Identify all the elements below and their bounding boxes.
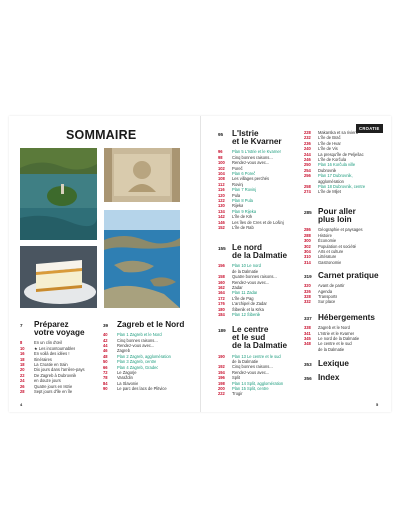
toc-entry-page: 142	[218, 214, 225, 220]
toc-section-lexique	[304, 360, 384, 371]
toc-entry-page: 96	[218, 149, 223, 155]
toc-entry-page: 116	[218, 187, 225, 193]
toc-entry-page: 244	[304, 151, 311, 157]
toc-entry-page: 120	[218, 192, 225, 198]
section-title: Index	[318, 373, 340, 382]
section-title: votre voyage	[34, 328, 85, 338]
section-title: plus loin	[318, 215, 352, 225]
photo-roman-relief	[104, 148, 180, 202]
toc-entry-page: 158	[218, 274, 225, 280]
toc-entry-label: de la Dalmatie	[232, 268, 259, 274]
toc-entry-page: 40	[103, 332, 108, 338]
toc-entry-label: en douze jours	[34, 378, 61, 384]
toc-entry-page: 198	[218, 380, 225, 386]
toc-entry-label: Les îles de Cres et de Lošinj	[232, 219, 284, 225]
toc-entry	[304, 189, 384, 194]
toc-entry-page: 190	[218, 353, 225, 359]
toc-entry-page: 326	[304, 288, 311, 294]
toc-entry-label: Zagreb	[117, 348, 130, 354]
toc-entry-page: 200	[218, 386, 225, 392]
toc-section-hebergements	[304, 314, 384, 352]
section-title: Hébergements	[318, 313, 375, 322]
toc-entry-label: Rendez-vous avec...	[117, 343, 155, 349]
section-number: 7	[20, 323, 23, 328]
toc-entry-label: Rendez-vous avec...	[232, 160, 270, 166]
toc-entry-page: 172	[218, 295, 225, 301]
toc-entry-page: 28	[20, 389, 25, 395]
star-icon: ★	[34, 345, 39, 351]
toc-entry-label: La Croatie en train	[34, 362, 68, 368]
toc-entry-label: La presqu'île de Pelješac	[318, 151, 364, 157]
toc-entry-page: 341	[304, 330, 311, 336]
toc-entry-page: 222	[218, 391, 225, 397]
toc-entry-page: 122	[218, 198, 225, 204]
section-title: Carnet pratique	[318, 271, 379, 280]
section-title: et le sud	[232, 333, 266, 343]
toc-entry-label: L'archipel de Zadar	[232, 301, 267, 307]
section-number: 39	[103, 323, 109, 328]
toc-entry-label: Plan 9 Rijeka	[232, 208, 257, 214]
toc-entry-page: 236	[304, 140, 311, 146]
toc-entry-page: 304	[304, 249, 311, 255]
toc-entry-page: 66	[103, 364, 108, 370]
toc-entry	[304, 347, 384, 352]
toc-entry-page: 338	[304, 325, 311, 331]
toc-entry-label: Makarska et sa riviera	[318, 130, 359, 135]
toc-entry-label: de la Dalmatie	[232, 359, 259, 365]
toc-entry-label: Dubrovnik	[318, 167, 337, 173]
toc-entry-label: Plan 8 Pula	[232, 198, 253, 204]
toc-entry-label: Histoire	[318, 232, 332, 238]
toc-entry-page: 184	[218, 312, 225, 318]
toc-entry-label: Dix jours dans l'arrière-pays	[34, 367, 85, 373]
section-number: 285	[304, 210, 312, 215]
section-title: Préparez	[34, 320, 69, 329]
toc-entry-page: 22	[20, 372, 25, 378]
toc-entry-page: 228	[304, 130, 311, 135]
toc-entry-label: Rovinj	[232, 181, 244, 187]
toc-entry-label: Le centre et le sud	[318, 341, 352, 347]
toc-entry	[103, 386, 188, 391]
toc-entry-page: 18	[20, 356, 25, 362]
toc-entry-page: 348	[304, 341, 311, 347]
toc-entry-label: Split	[232, 375, 240, 381]
toc-entry-page: 26	[20, 383, 25, 389]
toc-entry-page: 42	[103, 337, 108, 343]
toc-entry	[20, 389, 95, 394]
toc-entry-label: Sept jours d'île en île	[34, 389, 73, 395]
toc-entry-label: De Zagreb à Dubrovnik	[34, 372, 77, 378]
section-title: Zagreb et le Nord	[117, 320, 185, 329]
toc-entry-label: Zagreb et le Nord	[318, 325, 350, 331]
toc-entry-page: 300	[304, 238, 311, 244]
toc-entry-label: Pula	[232, 192, 241, 198]
toc-entry-label: L'île de Krk	[232, 214, 253, 220]
section-number: 337	[304, 316, 312, 321]
toc-entry-label: Rendez-vous avec...	[232, 369, 270, 375]
toc-entry-page: 258	[304, 184, 311, 190]
toc-entry-label: Plan 6 Poreč	[232, 171, 256, 177]
toc-entry-page: 152	[218, 225, 225, 231]
toc-entry-page: 130	[218, 203, 225, 209]
toc-entry-label: Avant de partir	[318, 283, 345, 289]
toc-entry-label: L'île de Mljet	[318, 189, 341, 195]
toc-entry-page: 250	[304, 162, 311, 168]
toc-entry-label: Plan 18 Dubrovnik, centre	[318, 184, 366, 190]
toc-entry-label: Plan 13 Le centre et le sud	[232, 353, 281, 359]
toc-section-istrie	[218, 130, 298, 231]
toc-entry-label: Littérature	[318, 254, 337, 260]
section-number: 95	[218, 132, 224, 137]
toc-entry-label: Plan 1 Zagreb et le Nord	[117, 332, 162, 338]
toc-entry-page: 24	[20, 378, 25, 384]
toc-entry-label: En voilà des idées !	[34, 351, 70, 357]
section-title: de la Dalmatie	[232, 251, 288, 261]
toc-entry-page: 50	[103, 359, 108, 365]
page-number-left: 4	[20, 402, 23, 407]
toc-entry-page: 134	[218, 208, 225, 214]
toc-entry-page: 164	[218, 290, 225, 296]
toc-entry-label: L'île de Rab	[232, 225, 254, 231]
toc-entry-page: 274	[304, 189, 311, 195]
toc-entry-label: de la Dalmatie	[318, 346, 345, 352]
photo-kornati-islands	[104, 210, 180, 308]
toc-entry-label: Rendez-vous avec...	[232, 279, 270, 285]
toc-entry-label: Plan 4 Zagreb, Gradec	[117, 364, 159, 370]
photo-cream-cake	[20, 246, 97, 308]
toc-entry-label: L'île de Brač	[318, 135, 341, 141]
toc-entry-page: 90	[103, 386, 108, 392]
country-tag: CROATIE	[356, 124, 383, 133]
toc-entry-page: 44	[103, 343, 108, 349]
toc-entry-page: 18	[20, 362, 25, 368]
toc-entry-label: agglomération	[318, 178, 344, 184]
toc-entry-page: 48	[103, 353, 108, 359]
section-title: Pour aller	[318, 207, 356, 216]
toc-section-index	[304, 374, 384, 385]
toc-entry-page: 98	[218, 154, 223, 160]
toc-entry-page: 288	[304, 232, 311, 238]
toc-entry-page	[304, 347, 318, 352]
toc-entry-label: Plan 7 Rovinj	[232, 187, 257, 193]
toc-entry-page: 240	[304, 146, 311, 152]
toc-entry-page: 100	[218, 160, 225, 166]
section-title: L'Istrie	[232, 129, 259, 138]
page-number-right: 5	[376, 402, 379, 407]
toc-entry-label: Plan 10 Le nord	[232, 263, 261, 269]
toc-entry-page: 78	[103, 375, 108, 381]
toc-entry-page: 46	[103, 348, 108, 354]
toc-entry-page: 108	[218, 176, 225, 182]
toc-entry	[304, 260, 384, 265]
section-number: 356	[304, 376, 312, 381]
toc-entry-label: Arts et culture	[318, 249, 344, 255]
toc-entry-page: 84	[103, 380, 108, 386]
toc-entry-label: Économie	[318, 238, 337, 244]
toc-entry-page: 176	[218, 301, 225, 307]
toc-entry-page: 16	[20, 351, 25, 357]
toc-entry-label: Plan 5 L'Istrie et le Kvarner	[232, 149, 282, 155]
toc-entry-label: Sur place	[318, 299, 336, 305]
toc-entry-page: 320	[304, 283, 311, 289]
toc-entry-page: 194	[218, 369, 225, 375]
section-number: 189	[218, 328, 226, 333]
toc-entry-page: 146	[218, 219, 225, 225]
toc-entry-page: 345	[304, 336, 311, 342]
page-gutter	[200, 116, 201, 412]
toc-entry-label: L'île de Hvar	[318, 140, 341, 146]
toc-entry-label: Cinq bonnes raisons...	[232, 364, 273, 370]
toc-entry-page: 246	[304, 157, 311, 163]
toc-entry-page: 102	[218, 165, 225, 171]
section-title: de la Dalmatie	[232, 341, 288, 351]
toc-entry-label: Plan 16 Korčula ville	[318, 162, 356, 168]
toc-entry-label: L'Istrie et le Kvarner	[318, 330, 355, 336]
toc-entry-page: 286	[304, 227, 311, 233]
toc-entry-label: Itinéraires	[34, 356, 52, 362]
sommaire-title: SOMMAIRE	[66, 128, 137, 142]
toc-entry-label: Plan 14 Split, agglomération	[232, 380, 284, 386]
toc-entry-page: 156	[218, 263, 225, 269]
toc-entry-label: Population et société	[318, 243, 357, 249]
section-title: Lexique	[318, 359, 349, 368]
toc-entry-label: Plan 3 Zagreb, centre	[117, 359, 157, 365]
toc-entry-label: Quatre jours en Istrie	[34, 383, 73, 389]
toc-entry-label: Plan 15 Split, centre	[232, 386, 269, 392]
toc-entry-label: Agenda	[318, 288, 333, 294]
section-title: Le nord	[232, 243, 263, 252]
toc-entry	[218, 391, 298, 396]
toc-entry-label: Rijeka	[232, 203, 244, 209]
toc-entry-label: L'île de Vis	[318, 146, 338, 152]
toc-entry-label: Plan 12 Šibenik	[232, 312, 261, 318]
toc-entry-page: 192	[218, 364, 225, 370]
toc-entry-label: En un clin d'œil	[34, 340, 62, 346]
toc-entry-page: 254	[304, 167, 311, 173]
toc-entry-page: 160	[218, 279, 225, 285]
toc-entry-page: 256	[304, 173, 311, 179]
toc-entry-label: ★ Les incontournables	[34, 345, 76, 351]
section-title: Le centre	[232, 325, 269, 334]
toc-entry-label: Géographie et paysages	[318, 227, 363, 233]
section-title: et le Kvarner	[232, 137, 282, 147]
toc-entry-label: Gastronomie	[318, 259, 342, 265]
toc-entry-label: Les villages perchés	[232, 176, 270, 182]
toc-entry-label: Transports	[318, 294, 338, 300]
toc-entry-label: Šibenik et la Krka	[232, 306, 264, 312]
toc-entry-label: Trogir	[232, 391, 243, 397]
toc-entry-page: 162	[218, 285, 225, 291]
toc-entry-label: Plan 11 Zadar	[232, 290, 258, 296]
toc-entry-label: Le parc des lacs de Plitvice	[117, 386, 167, 392]
toc-entry-label: Plan 2 Zagreb, agglomération	[117, 353, 171, 359]
toc-entry-label: Varaždin	[117, 375, 133, 381]
toc-entry-label: L'île de Korčula	[318, 157, 347, 163]
toc-section-carnet	[304, 272, 384, 305]
toc-entry-page: 328	[304, 294, 311, 300]
section-number: 155	[218, 246, 226, 251]
toc-entry-page: 302	[304, 243, 311, 249]
toc-entry-label: Le Zagorje	[117, 370, 137, 376]
toc-entry-page: 180	[218, 306, 225, 312]
toc-entry-page: 332	[304, 299, 311, 305]
toc-section-zagreb	[103, 321, 188, 392]
toc-entry-page: 72	[103, 370, 108, 376]
toc-entry	[218, 225, 298, 230]
toc-entry-label: Quatre bonnes raisons...	[232, 274, 277, 280]
toc-entry-label: Poreč	[232, 165, 243, 171]
toc-entry-page: 8	[20, 340, 23, 346]
toc-entry-page: 232	[304, 135, 311, 141]
toc-section-nord-dalmatie	[218, 244, 298, 317]
toc-entry-label: Le nord de la Dalmatie	[318, 336, 360, 342]
toc-entry	[304, 299, 384, 304]
toc-entry-page: 112	[218, 181, 225, 187]
toc-entry-label: L'île de Pag	[232, 295, 254, 301]
toc-entry-page: 104	[218, 171, 225, 177]
toc-section-centre-sud	[218, 326, 298, 397]
toc-continued-list	[304, 130, 384, 195]
toc-entry-page: 20	[20, 367, 25, 373]
toc-entry	[218, 312, 298, 317]
section-number: 319	[304, 274, 312, 279]
toc-entry-label: Plan 17 Dubrovnik,	[318, 173, 353, 179]
toc-entry-page: 10	[20, 345, 25, 351]
toc-entry-page: 196	[218, 375, 225, 381]
toc-entry-label: Zadar	[232, 285, 243, 291]
photo-lake-island	[20, 148, 97, 240]
toc-entry-page: 310	[304, 254, 311, 260]
toc-entry-page: 314	[304, 259, 311, 265]
toc-entry-label: La Slavonie	[117, 380, 139, 386]
toc-entry-label: Cinq bonnes raisons...	[232, 154, 273, 160]
toc-section-plus-loin	[304, 208, 384, 265]
toc-entry-label: Cinq bonnes raisons...	[117, 337, 158, 343]
toc-section-prepare	[20, 321, 95, 394]
section-number: 353	[304, 362, 312, 367]
